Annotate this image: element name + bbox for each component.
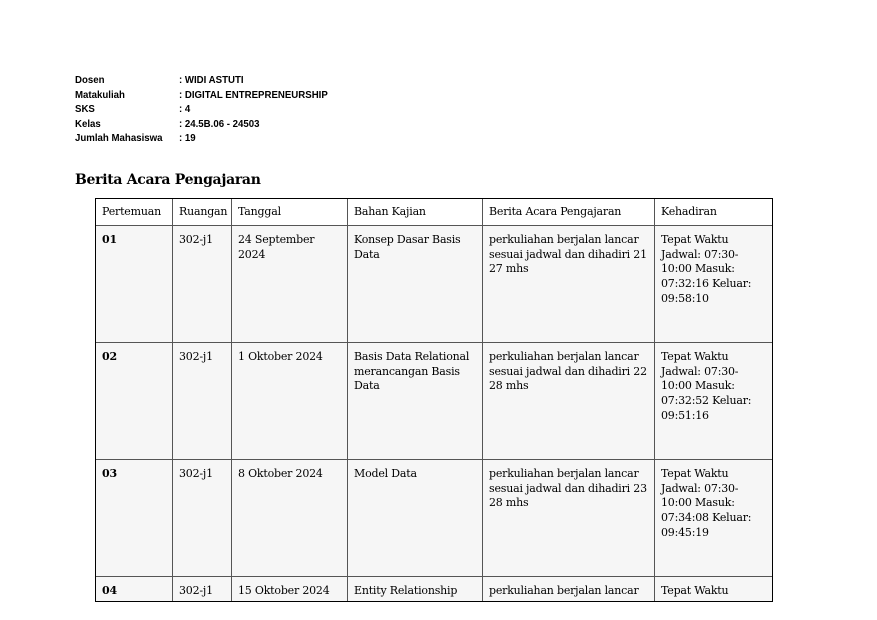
cell-bahan-kajian: Model Data bbox=[348, 460, 483, 577]
section-title: Berita Acara Pengajaran bbox=[75, 172, 261, 188]
header-tanggal: Tanggal bbox=[232, 199, 348, 226]
cell-kehadiran: Tepat Waktu bbox=[655, 577, 774, 603]
info-value: : WIDI ASTUTI bbox=[178, 74, 244, 86]
cell-tanggal: 24 September 2024 bbox=[232, 226, 348, 343]
table-row bbox=[96, 343, 774, 460]
cell-pertemuan: 03 bbox=[96, 460, 173, 577]
cell-berita-acara: perkuliahan berjalan lancar sesuai jadwal dan dihadiri 22 28 mhs bbox=[483, 343, 655, 460]
teaching-record-table-container bbox=[95, 198, 773, 602]
cell-bahan-kajian: Konsep Dasar Basis Data bbox=[348, 226, 483, 343]
cell-ruangan: 302-j1 bbox=[173, 460, 232, 577]
table-header-row bbox=[96, 199, 774, 226]
info-row-kelas bbox=[75, 117, 328, 132]
cell-kehadiran: Tepat Waktu Jadwal: 07:30-10:00 Masuk: 07:32:52 Keluar: 09:51:16 bbox=[655, 343, 774, 460]
cell-berita-acara: perkuliahan berjalan lancar sesuai jadwal dan dihadiri 23 28 mhs bbox=[483, 460, 655, 577]
table-row bbox=[96, 460, 774, 577]
cell-kehadiran: Tepat Waktu Jadwal: 07:30-10:00 Masuk: 07:32:16 Keluar: 09:58:10 bbox=[655, 226, 774, 343]
table-row bbox=[96, 577, 774, 603]
table-row bbox=[96, 226, 774, 343]
cell-pertemuan: 02 bbox=[96, 343, 173, 460]
cell-ruangan: 302-j1 bbox=[173, 577, 232, 603]
info-row-sks bbox=[75, 102, 328, 117]
info-row-jumlah-mahasiswa bbox=[75, 131, 328, 146]
course-info bbox=[75, 73, 328, 146]
cell-bahan-kajian: Entity Relationship bbox=[348, 577, 483, 603]
cell-ruangan: 302-j1 bbox=[173, 343, 232, 460]
cell-berita-acara: perkuliahan berjalan lancar bbox=[483, 577, 655, 603]
info-label: Kelas bbox=[75, 117, 101, 130]
cell-tanggal: 1 Oktober 2024 bbox=[232, 343, 348, 460]
cell-tanggal: 8 Oktober 2024 bbox=[232, 460, 348, 577]
header-berita-acara: Berita Acara Pengajaran bbox=[483, 199, 655, 226]
cell-tanggal: 15 Oktober 2024 bbox=[232, 577, 348, 603]
info-label: Matakuliah bbox=[75, 88, 125, 101]
info-value: : 19 bbox=[178, 132, 196, 145]
cell-berita-acara: perkuliahan berjalan lancar sesuai jadwal dan dihadiri 21 27 mhs bbox=[483, 226, 655, 343]
teaching-record-table bbox=[95, 198, 773, 602]
header-bahan-kajian: Bahan Kajian bbox=[348, 199, 483, 226]
cell-kehadiran: Tepat Waktu Jadwal: 07:30-10:00 Masuk: 07:34:08 Keluar: 09:45:19 bbox=[655, 460, 774, 577]
cell-bahan-kajian: Basis Data Relational merancangan Basis Data bbox=[348, 343, 483, 460]
info-value: : 24.5B.06 - 24503 bbox=[178, 117, 260, 130]
header-kehadiran: Kehadiran bbox=[655, 199, 774, 226]
info-row-matakuliah bbox=[75, 88, 328, 103]
info-value: : DIGITAL ENTREPRENEURSHIP bbox=[178, 88, 328, 101]
cell-pertemuan: 01 bbox=[96, 226, 173, 343]
info-value: : 4 bbox=[178, 103, 191, 116]
info-label: Dosen bbox=[75, 74, 105, 86]
info-label: Jumlah Mahasiswa bbox=[75, 132, 163, 145]
info-label: SKS bbox=[75, 103, 95, 116]
header-pertemuan: Pertemuan bbox=[96, 199, 173, 226]
info-row-dosen bbox=[75, 73, 328, 88]
cell-pertemuan: 04 bbox=[96, 577, 173, 603]
header-ruangan: Ruangan bbox=[173, 199, 232, 226]
cell-ruangan: 302-j1 bbox=[173, 226, 232, 343]
